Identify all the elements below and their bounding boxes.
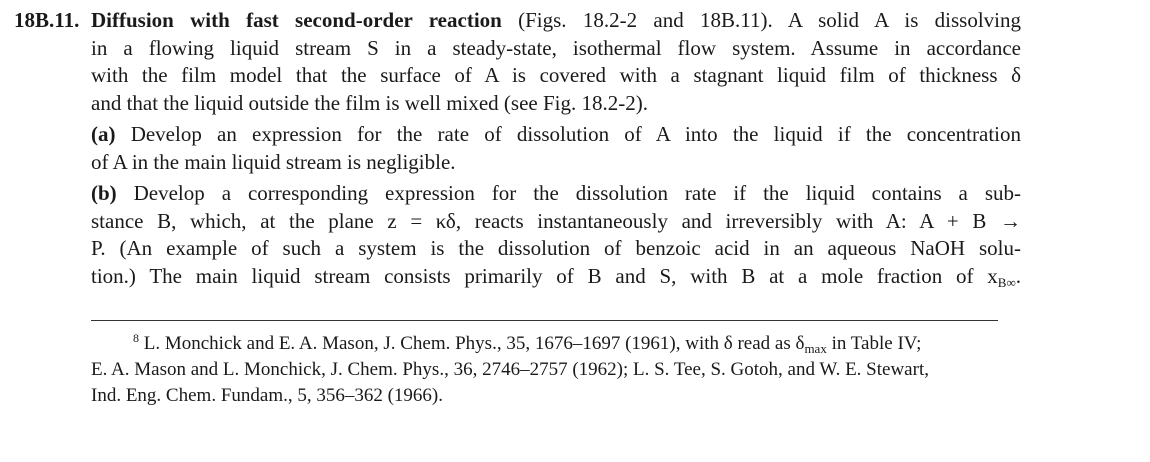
footnote-line-2: E. A. Mason and L. Monchick, J. Chem. Phys., 36, 2746–2757 (1962); L. S. Tee, S. Gotoh, and W. E. Stewart, (91, 359, 929, 380)
footnote-line-1: $^8$ L. Monchick and E. A. Mason, J. Chem. Phys., 35, 1676–1697 (1961), with δ read as $\delta_{max}$ in Table IV; (133, 331, 922, 356)
footnote-marker: 8 (133, 331, 139, 345)
part-a-line-2: of A in the main liquid stream is negligible. (91, 149, 456, 174)
mole-fraction-subscript: B∞ (997, 274, 1016, 290)
part-b-line-3: P. (An example of such a system is the dissolution of benzoic acid in an aqueous NaOH solu- (91, 236, 1021, 260)
footnote-divider (91, 320, 998, 321)
part-a-line-1: (a) Develop an expression for the rate of dissolution of A into the liquid if the concentration (91, 122, 1021, 146)
part-b-label: (b) (91, 181, 117, 205)
part-a-label: (a) (91, 122, 116, 146)
footnote (91, 331, 998, 409)
part-b-line-4: tion.) The main liquid stream consists primarily of B and S, with B at a mole fraction of $x_{B\infty}$. (91, 263, 1021, 290)
problem-body (91, 7, 1021, 290)
footnote-line-3: Ind. Eng. Chem. Fundam., 5, 356–362 (1966). (91, 385, 444, 406)
problem-title: Diffusion with fast second-order reaction (91, 8, 502, 32)
part-b-line-1: (b) Develop a corresponding expression for the dissolution rate if the liquid contains a sub- (91, 181, 1021, 205)
intro-line-4: and that the liquid outside the film is well mixed (see Fig. 18.2-2). (91, 90, 648, 115)
part-b-line-2: stance B, which, at the plane z = κδ, reacts instantaneously and irreversibly with A: A + B → (91, 208, 1021, 233)
intro-line-1: Diffusion with fast second-order reaction (Figs. 18.2-2 and 18B.11). A solid A is dissolving (91, 8, 1022, 32)
intro-line-3: with the film model that the surface of A is covered with a stagnant liquid film of thickness δ (91, 63, 1021, 87)
intro-line-2: in a flowing liquid stream S in a steady-state, isothermal flow system. Assume in accordance (91, 35, 1021, 60)
problem-number: 18B.11. (14, 8, 80, 32)
